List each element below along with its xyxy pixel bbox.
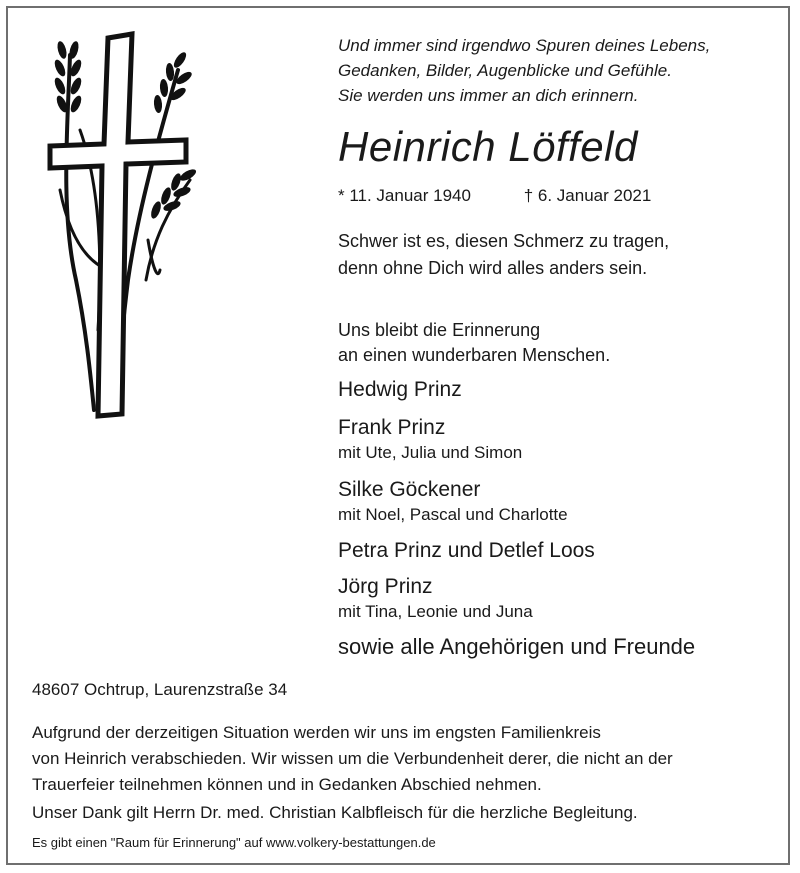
relatives-line: sowie alle Angehörigen und Freunde [338, 634, 696, 659]
thanks-text: Unser Dank gilt Herrn Dr. med. Christian Kalbfleisch für die herzliche Begleitung. [32, 803, 638, 822]
memory-text [338, 318, 610, 368]
mourner-name: Frank Prinz [338, 416, 446, 439]
life-dates [338, 186, 651, 206]
mourner-name: Hedwig Prinz [338, 378, 462, 401]
notice-line: von Heinrich verabschieden. Wir wissen um die Verbundenheit derer, die nicht an der [32, 749, 673, 768]
mourner-entry [338, 377, 462, 403]
deceased-name: Heinrich Löffeld [338, 123, 638, 170]
mourner-entry [338, 415, 522, 464]
mourner-name: Jörg Prinz [338, 575, 433, 598]
quote-line: Gedanken, Bilder, Augenblicke und Gefühle. [338, 61, 672, 80]
death-date: † 6. Januar 2021 [523, 186, 652, 205]
mourner-family: mit Tina, Leonie und Juna [338, 602, 533, 621]
memory-line: an einen wunderbaren Menschen. [338, 345, 611, 365]
mourner-name: Silke Göckener [338, 478, 481, 501]
address: 48607 Ochtrup, Laurenzstraße 34 [32, 680, 288, 699]
mourner-name: Petra Prinz und Detlef Loos [338, 539, 595, 562]
website-note: Es gibt einen "Raum für Erinnerung" auf www.volkery-bestattungen.de [32, 835, 436, 850]
mourner-entry [338, 538, 595, 564]
notice-line: Aufgrund der derzeitigen Situation werden wir uns im engsten Familienkreis [32, 723, 601, 742]
mourner-entry [338, 477, 568, 526]
cross-with-wheat-icon [38, 30, 208, 420]
birth-date: * 11. Januar 1940 [338, 186, 471, 205]
mourner-family: mit Ute, Julia und Simon [338, 443, 523, 462]
mourner-family: mit Noel, Pascal und Charlotte [338, 505, 568, 524]
memorial-quote [338, 33, 710, 108]
saying-line: Schwer ist es, diesen Schmerz zu tragen, [338, 231, 670, 251]
saying-line: denn ohne Dich wird alles anders sein. [338, 258, 648, 278]
quote-line: Und immer sind irgendwo Spuren deines Lebens, [338, 36, 711, 55]
funeral-notice [32, 720, 673, 798]
quote-line: Sie werden uns immer an dich erinnern. [338, 86, 639, 105]
notice-line: Trauerfeier teilnehmen können und in Gedanken Abschied nehmen. [32, 775, 542, 794]
mourner-entry [338, 574, 533, 623]
memory-line: Uns bleibt die Erinnerung [338, 320, 541, 340]
saying [338, 228, 669, 282]
